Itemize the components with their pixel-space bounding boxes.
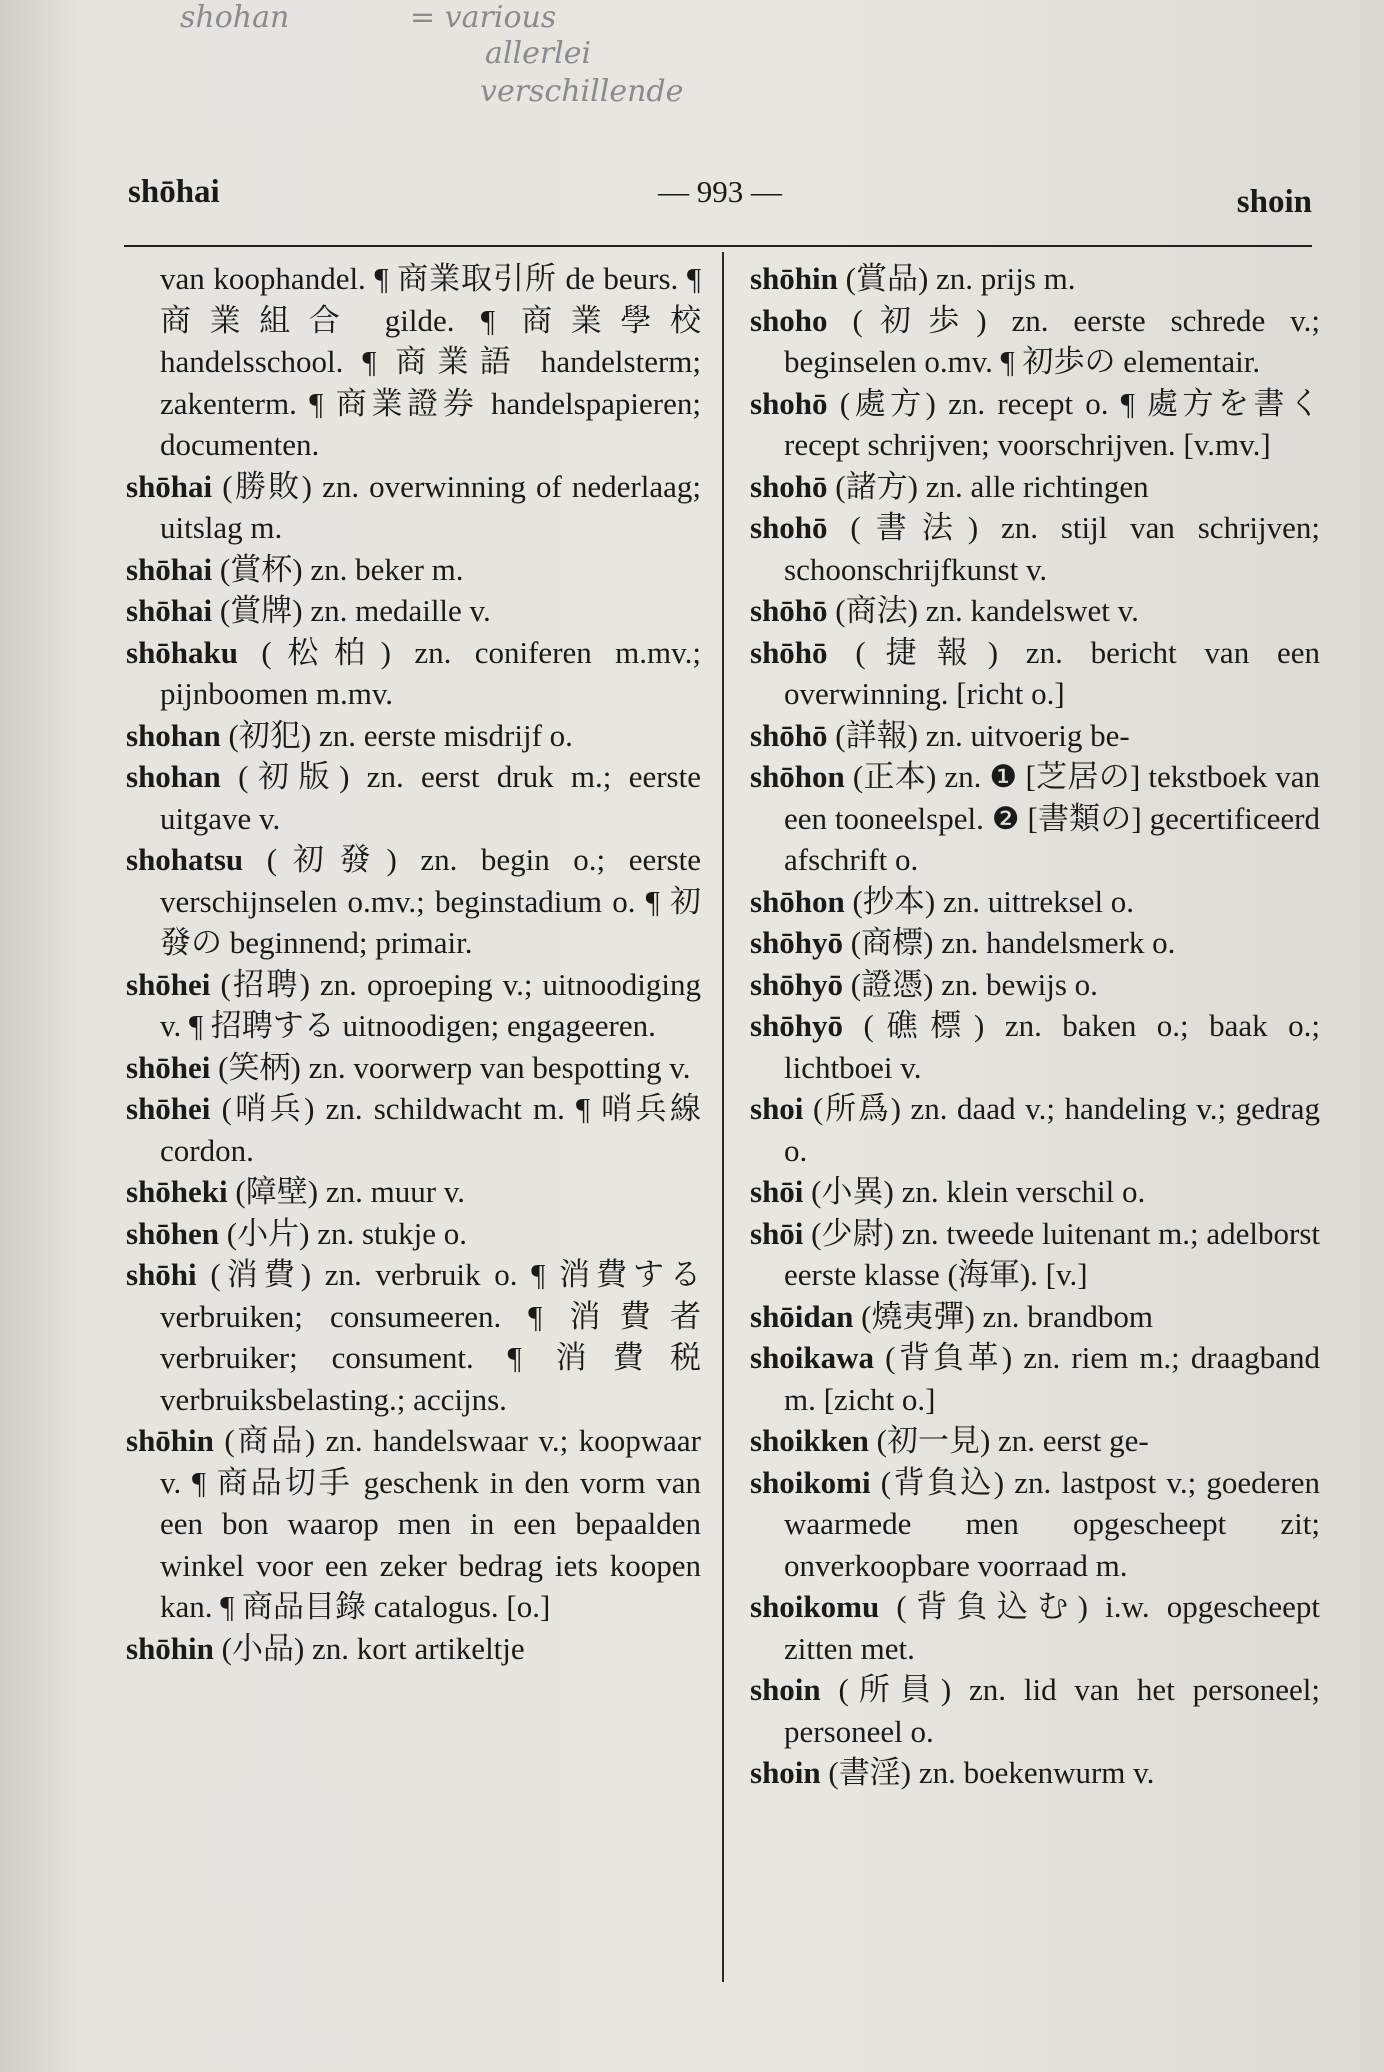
entry-definition: (書淫) zn. boekenwurm v. [820,1755,1155,1790]
entry-definition: (書法) zn. stijl van schrijven; schoonschrijfkunst v. [784,510,1320,587]
dictionary-entry [126,1420,701,1628]
entry-definition: (初版) zn. eerst druk m.; eerste uitgave v. [160,759,701,836]
dictionary-entry [126,1213,701,1255]
entry-headword: shōhyō [750,925,844,960]
entry-headword: shoin [750,1672,821,1707]
entry-headword: shōhō [750,634,828,670]
dictionary-entry [750,1420,1320,1462]
header-rule [124,245,1312,247]
entry-headword: shoin [750,1755,821,1790]
entry-headword: shōhaku [126,634,239,670]
entry-definition: (詳報) zn. uitvoerig be- [827,717,1130,753]
entry-definition: (初發) zn. begin o.; eerste verschijnselen o.mv.; beginstadium o. ¶ 初發の beginnend; primair. [160,842,701,960]
dictionary-entry [750,922,1320,964]
dictionary-entry [126,756,701,839]
dictionary-entry [750,1213,1320,1296]
entry-definition: (賞牌) zn. medaille v. [212,593,491,628]
entry-definition: (背負込む) i.w. opgescheept zitten met. [784,1589,1320,1666]
entry-headword: shohō [750,510,828,545]
entry-definition: (哨兵) zn. schildwacht m. ¶ 哨兵線 cordon. [160,1091,701,1168]
dictionary-entry [126,1171,701,1213]
dictionary-entry [750,258,1320,300]
entry-headword: shohan [126,717,221,753]
entry-definition: (障壁) zn. muur v. [227,1174,466,1209]
entry-definition: (礁標) zn. baken o.; baak o.; lichtboei v. [784,1008,1320,1085]
column-divider [722,252,724,1982]
dictionary-entry [750,1088,1320,1171]
entry-definition: (背負込) zn. lastpost v.; goederen waarmede men opgescheept zit; onverkoopbare voorraad m. [784,1464,1320,1583]
entry-headword: shōhin [126,1423,214,1458]
entry-definition: (初犯) zn. eerste misdrijf o. [220,717,573,753]
handwriting-line-1a: shohan [180,0,290,35]
entry-definition: (商品) zn. handelswaar v.; koopwaar v. ¶ 商品切手 geschenk in den vorm van een bon waarop men in een bepaalden winkel voor een zeker bedrag iets koopen kan. ¶ 商品目錄 catalogus. [o.] [160,1423,701,1624]
entry-definition: (小片) zn. stukje o. [219,1215,468,1251]
entry-definition: (笑柄) zn. voorwerp van bespotting v. [210,1049,691,1085]
entry-definition: (背負革) zn. riem m.; draagband m. [zicht o.] [784,1340,1320,1417]
entry-headword: shoikomi [750,1464,871,1500]
entry-definition: (抄本) zn. uittreksel o. [844,883,1135,919]
entry-headword: shōhai [126,468,213,504]
entry-headword: shōhi [126,1257,197,1292]
entry-continuation: van koophandel. ¶ 商業取引所 de beurs. ¶ 商業組合 gilde. ¶ 商業學校 handelsschool. ¶ 商業語 handelsterm; zakenterm. ¶ 商業證券 handelspapieren; documenten. [160,261,701,462]
entry-headword: shoho [750,302,828,338]
entry-headword: shōhō [750,717,828,753]
entry-headword: shōheki [126,1174,228,1209]
entry-definition: (捷報) zn. bericht van een overwinning. [richt o.] [784,634,1320,711]
dictionary-entry [126,1254,701,1420]
handwriting-line-2: allerlei [485,36,592,71]
dictionary-entry [750,1669,1320,1752]
dictionary-entry [750,964,1320,1006]
right-guide-word: shoin [1236,184,1312,220]
entry-definition: (小異) zn. klein verschil o. [803,1174,1146,1209]
dictionary-entry [750,1462,1320,1587]
dictionary-entry [126,1628,701,1670]
entry-headword: shōhin [750,261,838,296]
entry-headword: shōhai [126,551,213,587]
dictionary-entry [126,1088,701,1171]
entry-definition: (所員) zn. lid van het personeel; personeel o. [784,1672,1320,1749]
entry-definition: (諸方) zn. alle richtingen [827,468,1149,504]
dictionary-entry [750,1296,1320,1338]
entry-definition: (證憑) zn. bewijs o. [843,966,1098,1002]
entry-headword: shōhyō [750,1008,844,1043]
dictionary-entry [750,881,1320,923]
dictionary-entry [750,590,1320,632]
entry-headword: shoikawa [750,1340,875,1375]
entry-definition: (商法) zn. kandelswet v. [827,593,1139,628]
entry-definition: (正本) zn. ❶ [芝居の] tekstboek van een tooneelspel. ❷ [書類の] gecertificeerd afschrift o. [784,759,1320,877]
dictionary-entry [126,549,701,591]
dictionary-entry [126,590,701,632]
entry-definition: (處方) zn. recept o. ¶ 處方を書く recept schrijven; voorschrijven. [v.mv.] [784,385,1320,462]
entry-headword: shōidan [750,1298,854,1334]
entry-headword: shōhai [126,593,213,628]
entry-definition: (賞杯) zn. beker m. [212,551,464,587]
dictionary-entry [750,632,1320,715]
entry-definition: (商標) zn. handelsmerk o. [843,925,1176,960]
dictionary-entry [750,507,1320,590]
handwriting-line-3: verschillende [480,74,684,109]
dictionary-entry [750,1752,1320,1794]
entry-headword: shoi [750,1091,804,1126]
entry-headword: shohan [126,759,221,794]
entry-headword: shōhei [126,1049,211,1085]
dictionary-entry [750,756,1320,881]
dictionary-entry [126,1047,701,1089]
entry-headword: shohō [750,385,828,421]
entry-headword: shōi [750,1174,804,1209]
entry-headword: shohatsu [126,842,244,877]
entry-definition: (初歩) zn. eerste schrede v.; beginselen o.mv. ¶ 初歩の elementair. [784,302,1320,379]
dictionary-entry [750,715,1320,757]
dictionary-entry [126,715,701,757]
dictionary-entry [750,1171,1320,1213]
entry-definition: (初一見) zn. eerst ge- [868,1423,1149,1458]
dictionary-entry [750,466,1320,508]
page-header [128,170,1312,220]
entry-definition: (少尉) zn. tweede luitenant m.; adelborst eerste klasse (海軍). [v.] [784,1215,1320,1292]
entry-definition: (勝敗) zn. overwinning of nederlaag; uitslag m. [160,468,701,545]
left-column [126,258,701,1669]
entry-headword: shoikomu [750,1589,880,1624]
right-column [750,258,1320,1794]
entry-definition: (小品) zn. kort artikeltje [213,1630,525,1666]
handwriting-line-1b: = various [410,0,557,35]
dictionary-entry [750,383,1320,466]
dictionary-entry [750,1005,1320,1088]
entry-definition: (所爲) zn. daad v.; handeling v.; gedrag o. [784,1091,1320,1168]
dictionary-entry [750,300,1320,383]
dictionary-entry [126,964,701,1047]
entry-definition: (松柏) zn. coniferen m.mv.; pijnboomen m.mv. [160,634,701,711]
entry-headword: shōhyō [750,966,844,1002]
entry-headword: shōhon [750,759,845,794]
dictionary-entry [126,466,701,549]
entry-headword: shōhei [126,966,211,1002]
entry-headword: shōhei [126,1091,211,1126]
entry-headword: shoikken [750,1423,869,1458]
dictionary-entry [750,1586,1320,1669]
entry-definition: (燒夷彈) zn. brandbom [853,1298,1154,1334]
page-number: — 993 — [658,174,782,209]
entry-definition: (招聘) zn. oproeping v.; uitnoodiging v. ¶ 招聘する uitnoodigen; engageeren. [160,966,701,1043]
entry-headword: shōhen [126,1215,220,1251]
entry-headword: shōhō [750,593,828,628]
dictionary-entry [750,1337,1320,1420]
handwritten-note [180,2,780,112]
left-guide-word: shōhai [128,174,220,210]
entry-headword: shōi [750,1215,804,1251]
entry-headword: shohō [750,468,828,504]
entry-headword: shōhin [126,1630,214,1666]
dictionary-entry [126,839,701,964]
dictionary-entry [126,632,701,715]
entry-definition: (賞品) zn. prijs m. [837,261,1076,296]
entry-headword: shōhon [750,883,845,919]
entry-definition: (消費) zn. verbruik o. ¶ 消費する verbruiken; consumeeren. ¶ 消費者 verbruiker; consument. ¶ 消費税 verbruiksbelasting.; accijns. [160,1257,701,1417]
